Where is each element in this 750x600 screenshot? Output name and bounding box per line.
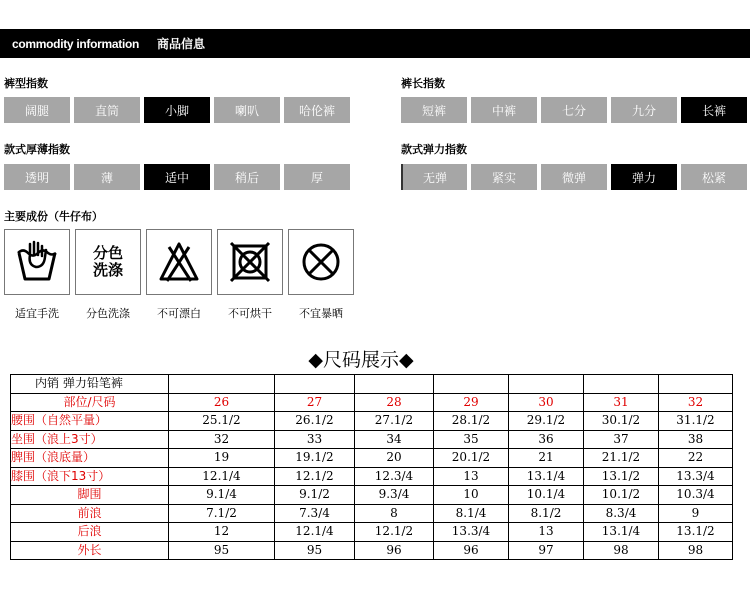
thickness-option: 厚 bbox=[284, 164, 350, 190]
table-cell: 27.1/2 bbox=[355, 412, 434, 431]
fit-option: 阔腿 bbox=[4, 97, 70, 123]
separate-wash-icon bbox=[93, 245, 123, 279]
length-option: 七分 bbox=[541, 97, 607, 123]
table-cell: 13.1/4 bbox=[509, 467, 584, 486]
table-cell: 7.3/4 bbox=[275, 504, 355, 523]
table-row bbox=[11, 430, 733, 449]
length-option: 短裤 bbox=[401, 97, 467, 123]
no-bleach-icon bbox=[156, 239, 202, 285]
row-label-cell: 膝围（浪下13寸） bbox=[11, 467, 169, 486]
table-cell: 33 bbox=[275, 430, 355, 449]
table-cell: 8.1/4 bbox=[434, 504, 509, 523]
table-cell: 21.1/2 bbox=[584, 449, 659, 468]
fit-index-title: 裤型指数 bbox=[4, 77, 48, 90]
table-cell: 12.3/4 bbox=[355, 467, 434, 486]
table-cell: 12.1/2 bbox=[355, 523, 434, 542]
row-label-cell: 外长 bbox=[11, 541, 169, 560]
row-label-cell: 脾围（浪底量） bbox=[11, 449, 169, 468]
row-label-cell: 腰围（自然平量） bbox=[11, 412, 169, 431]
separate-wash-line1: 分色 bbox=[92, 244, 123, 262]
table-cell: 19.1/2 bbox=[275, 449, 355, 468]
table-cell: 97 bbox=[509, 541, 584, 560]
elasticity-option: 弹力 bbox=[611, 164, 677, 190]
fit-index-options bbox=[4, 97, 350, 123]
table-cell: 35 bbox=[434, 430, 509, 449]
hand-wash-icon bbox=[14, 239, 60, 285]
care-label: 不可烘干 bbox=[228, 307, 272, 320]
elasticity-option: 松紧 bbox=[681, 164, 747, 190]
table-cell: 9.1/2 bbox=[275, 486, 355, 505]
table-cell: 30.1/2 bbox=[584, 412, 659, 431]
table-cell: 8 bbox=[355, 504, 434, 523]
thickness-option: 透明 bbox=[4, 164, 70, 190]
table-cell: 38 bbox=[659, 430, 733, 449]
elasticity-index-options bbox=[401, 164, 747, 190]
table-cell bbox=[509, 375, 584, 394]
care-icon-box bbox=[75, 229, 141, 295]
length-option: 九分 bbox=[611, 97, 677, 123]
table-cell: 9.3/4 bbox=[355, 486, 434, 505]
care-instructions bbox=[4, 229, 354, 321]
table-cell bbox=[584, 375, 659, 394]
row-label-cell: 后浪 bbox=[11, 523, 169, 542]
table-cell: 32 bbox=[169, 430, 275, 449]
table-cell: 12.1/2 bbox=[275, 467, 355, 486]
table-cell: 8.1/2 bbox=[509, 504, 584, 523]
table-cell: 7.1/2 bbox=[169, 504, 275, 523]
fit-option: 哈伦裤 bbox=[284, 97, 350, 123]
size-header-cell: 27 bbox=[275, 393, 355, 412]
table-cell bbox=[659, 375, 733, 394]
table-cell: 10 bbox=[434, 486, 509, 505]
length-index-options bbox=[401, 97, 747, 123]
size-chart-title: ◆尺码展示◆ bbox=[308, 349, 414, 371]
table-cell: 98 bbox=[659, 541, 733, 560]
table-cell bbox=[355, 375, 434, 394]
table-cell bbox=[275, 375, 355, 394]
care-label: 适宜手洗 bbox=[15, 307, 59, 320]
table-cell: 37 bbox=[584, 430, 659, 449]
table-cell: 13 bbox=[434, 467, 509, 486]
header-title-cn: 商品信息 bbox=[157, 37, 206, 51]
table-row bbox=[11, 504, 733, 523]
fit-option: 直筒 bbox=[74, 97, 140, 123]
table-cell: 29.1/2 bbox=[509, 412, 584, 431]
size-header-cell: 30 bbox=[509, 393, 584, 412]
table-cell: 12.1/4 bbox=[275, 523, 355, 542]
size-table bbox=[10, 374, 733, 560]
elasticity-option: 微弹 bbox=[541, 164, 607, 190]
size-header-cell: 28 bbox=[355, 393, 434, 412]
row-label-cell: 脚围 bbox=[11, 486, 169, 505]
fit-option: 小脚 bbox=[144, 97, 210, 123]
care-label: 不宜暴晒 bbox=[299, 307, 343, 320]
care-icon-box bbox=[217, 229, 283, 295]
care-item bbox=[75, 229, 141, 321]
care-item bbox=[146, 229, 212, 321]
size-header-cell: 29 bbox=[434, 393, 509, 412]
table-cell: 20.1/2 bbox=[434, 449, 509, 468]
size-header-cell: 31 bbox=[584, 393, 659, 412]
header-title-en: commodity information bbox=[12, 36, 140, 51]
table-cell: 9.1/4 bbox=[169, 486, 275, 505]
table-title-cell: 内销 弹力铅笔裤 bbox=[11, 375, 169, 394]
table-cell: 22 bbox=[659, 449, 733, 468]
table-row bbox=[11, 523, 733, 542]
table-row bbox=[11, 541, 733, 560]
size-header-row bbox=[11, 393, 733, 412]
table-cell: 36 bbox=[509, 430, 584, 449]
no-sun-dry-icon bbox=[298, 239, 344, 285]
thickness-option: 稍后 bbox=[214, 164, 280, 190]
table-title-row bbox=[11, 375, 733, 394]
length-index-title: 裤长指数 bbox=[401, 77, 445, 90]
elasticity-index-title: 款式弹力指数 bbox=[401, 143, 467, 156]
table-cell: 12 bbox=[169, 523, 275, 542]
care-icon-box bbox=[4, 229, 70, 295]
care-label: 不可漂白 bbox=[157, 307, 201, 320]
care-label: 分色洗涤 bbox=[86, 307, 130, 320]
table-cell: 21 bbox=[509, 449, 584, 468]
table-cell: 98 bbox=[584, 541, 659, 560]
table-cell: 10.3/4 bbox=[659, 486, 733, 505]
table-cell bbox=[169, 375, 275, 394]
table-row bbox=[11, 467, 733, 486]
elasticity-option: 无弹 bbox=[401, 164, 467, 190]
table-row bbox=[11, 449, 733, 468]
care-icon-box bbox=[288, 229, 354, 295]
elasticity-option: 紧实 bbox=[471, 164, 537, 190]
thickness-index-title: 款式厚薄指数 bbox=[4, 143, 70, 156]
table-cell: 13.1/2 bbox=[584, 467, 659, 486]
care-item bbox=[288, 229, 354, 321]
thickness-index-options bbox=[4, 164, 350, 190]
table-cell: 19 bbox=[169, 449, 275, 468]
material-title: 主要成份（牛仔布） bbox=[4, 210, 103, 223]
header-label-cell: 部位/尺码 bbox=[11, 393, 169, 412]
length-option: 长裤 bbox=[681, 97, 747, 123]
table-cell: 28.1/2 bbox=[434, 412, 509, 431]
care-item bbox=[217, 229, 283, 321]
table-cell bbox=[434, 375, 509, 394]
table-cell: 20 bbox=[355, 449, 434, 468]
table-cell: 34 bbox=[355, 430, 434, 449]
care-icon-box bbox=[146, 229, 212, 295]
separate-wash-line2: 洗涤 bbox=[92, 261, 123, 279]
thickness-option: 薄 bbox=[74, 164, 140, 190]
table-cell: 31.1/2 bbox=[659, 412, 733, 431]
table-cell: 96 bbox=[355, 541, 434, 560]
no-tumble-dry-icon bbox=[227, 239, 273, 285]
table-row bbox=[11, 412, 733, 431]
table-cell: 95 bbox=[275, 541, 355, 560]
commodity-info-header bbox=[0, 29, 750, 58]
table-cell: 8.3/4 bbox=[584, 504, 659, 523]
fit-option: 喇叭 bbox=[214, 97, 280, 123]
table-cell: 13 bbox=[509, 523, 584, 542]
table-cell: 13.3/4 bbox=[659, 467, 733, 486]
thickness-option: 适中 bbox=[144, 164, 210, 190]
table-cell: 9 bbox=[659, 504, 733, 523]
length-option: 中裤 bbox=[471, 97, 537, 123]
care-item bbox=[4, 229, 70, 321]
table-cell: 95 bbox=[169, 541, 275, 560]
table-row bbox=[11, 486, 733, 505]
table-cell: 10.1/2 bbox=[584, 486, 659, 505]
table-cell: 13.1/2 bbox=[659, 523, 733, 542]
table-cell: 25.1/2 bbox=[169, 412, 275, 431]
table-cell: 13.3/4 bbox=[434, 523, 509, 542]
table-cell: 96 bbox=[434, 541, 509, 560]
size-header-cell: 26 bbox=[169, 393, 275, 412]
row-label-cell: 前浪 bbox=[11, 504, 169, 523]
table-cell: 12.1/4 bbox=[169, 467, 275, 486]
size-header-cell: 32 bbox=[659, 393, 733, 412]
row-label-cell: 坐围（浪上3寸） bbox=[11, 430, 169, 449]
table-cell: 26.1/2 bbox=[275, 412, 355, 431]
table-cell: 13.1/4 bbox=[584, 523, 659, 542]
table-cell: 10.1/4 bbox=[509, 486, 584, 505]
